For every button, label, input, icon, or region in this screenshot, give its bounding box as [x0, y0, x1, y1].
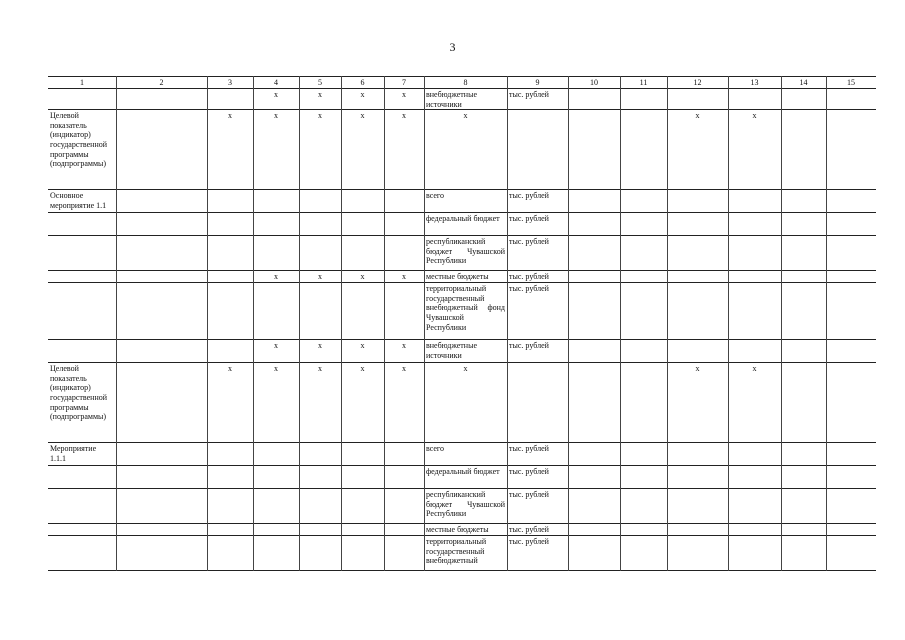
empty-cell	[826, 340, 876, 363]
row-name-cell: Мероприятие 1.1.1	[48, 443, 116, 466]
empty-cell	[568, 190, 620, 213]
source-cell: территориальный государственный внебюджетный	[424, 536, 507, 571]
mark-cell: х	[341, 363, 384, 443]
empty-cell	[116, 536, 207, 571]
mark-cell: х	[384, 340, 424, 363]
empty-cell	[826, 89, 876, 110]
mark-cell	[299, 190, 341, 213]
mark-cell	[253, 190, 299, 213]
mark-cell	[384, 489, 424, 524]
empty-cell	[116, 489, 207, 524]
mark-cell	[384, 190, 424, 213]
empty-cell	[781, 89, 826, 110]
source-cell: федеральный бюджет	[424, 213, 507, 236]
mark-cell: х	[299, 271, 341, 283]
source-cell: внебюджетные источники	[424, 340, 507, 363]
empty-cell	[826, 190, 876, 213]
row-name-cell: Целевой показатель (индикатор) государственной программы (подпрограммы)	[48, 110, 116, 190]
mark-cell	[341, 536, 384, 571]
empty-cell	[826, 466, 876, 489]
mark-cell	[253, 536, 299, 571]
mark-cell	[667, 524, 728, 536]
empty-cell	[826, 283, 876, 340]
unit-cell: тыс. рублей	[507, 536, 568, 571]
mark-cell: х	[667, 363, 728, 443]
column-header: 14	[781, 77, 826, 89]
table-row	[48, 89, 876, 110]
column-rule	[667, 76, 668, 571]
column-header: 8	[424, 77, 507, 89]
empty-cell	[568, 489, 620, 524]
empty-cell	[781, 190, 826, 213]
mark-cell	[299, 489, 341, 524]
empty-cell	[568, 524, 620, 536]
row-name-cell	[48, 271, 116, 283]
mark-cell	[207, 213, 253, 236]
unit-cell: тыс. рублей	[507, 236, 568, 271]
mark-cell: х	[207, 110, 253, 190]
source-cell: х	[424, 363, 507, 443]
empty-cell	[116, 283, 207, 340]
mark-cell	[253, 443, 299, 466]
mark-cell	[728, 536, 781, 571]
mark-cell	[207, 283, 253, 340]
mark-cell	[207, 340, 253, 363]
mark-cell	[728, 489, 781, 524]
empty-cell	[620, 89, 667, 110]
mark-cell: х	[384, 89, 424, 110]
empty-cell	[826, 443, 876, 466]
mark-cell	[384, 524, 424, 536]
mark-cell	[207, 443, 253, 466]
source-cell: местные бюджеты	[424, 271, 507, 283]
empty-cell	[781, 110, 826, 190]
unit-cell: тыс. рублей	[507, 524, 568, 536]
empty-cell	[781, 489, 826, 524]
empty-cell	[620, 236, 667, 271]
table-row	[48, 363, 876, 443]
mark-cell	[253, 524, 299, 536]
budget-table	[48, 76, 876, 571]
mark-cell: х	[384, 110, 424, 190]
source-cell: внебюджетные источники	[424, 89, 507, 110]
row-name-cell	[48, 466, 116, 489]
mark-cell	[299, 524, 341, 536]
unit-cell: тыс. рублей	[507, 489, 568, 524]
column-header: 6	[341, 77, 384, 89]
mark-cell: х	[253, 271, 299, 283]
mark-cell	[207, 466, 253, 489]
column-header: 4	[253, 77, 299, 89]
empty-cell	[116, 236, 207, 271]
mark-cell: х	[207, 363, 253, 443]
empty-cell	[568, 283, 620, 340]
mark-cell: х	[728, 363, 781, 443]
empty-cell	[826, 489, 876, 524]
column-header: 13	[728, 77, 781, 89]
empty-cell	[781, 443, 826, 466]
mark-cell	[667, 489, 728, 524]
table-row	[48, 110, 876, 190]
table-row	[48, 489, 876, 524]
unit-cell: тыс. рублей	[507, 340, 568, 363]
unit-cell: тыс. рублей	[507, 89, 568, 110]
column-header: 10	[568, 77, 620, 89]
source-cell: всего	[424, 190, 507, 213]
empty-cell	[781, 236, 826, 271]
empty-cell	[116, 110, 207, 190]
row-name-cell	[48, 524, 116, 536]
row-name-cell	[48, 213, 116, 236]
mark-cell: х	[384, 363, 424, 443]
empty-cell	[116, 363, 207, 443]
empty-cell	[781, 466, 826, 489]
mark-cell	[299, 443, 341, 466]
mark-cell	[728, 213, 781, 236]
empty-cell	[620, 283, 667, 340]
source-cell: республиканский бюджет Чувашской Республики	[424, 236, 507, 271]
mark-cell	[667, 443, 728, 466]
column-rule	[424, 76, 425, 571]
unit-cell: тыс. рублей	[507, 466, 568, 489]
empty-cell	[116, 190, 207, 213]
empty-cell	[826, 271, 876, 283]
mark-cell: х	[299, 89, 341, 110]
source-cell: федеральный бюджет	[424, 466, 507, 489]
empty-cell	[826, 363, 876, 443]
mark-cell	[667, 271, 728, 283]
table-row	[48, 443, 876, 466]
mark-cell	[299, 236, 341, 271]
column-rule	[207, 76, 208, 571]
empty-cell	[568, 363, 620, 443]
source-cell: республиканский бюджет Чувашской Республики	[424, 489, 507, 524]
mark-cell	[728, 271, 781, 283]
row-name-cell	[48, 283, 116, 340]
column-rule	[507, 76, 508, 571]
mark-cell: х	[253, 340, 299, 363]
empty-cell	[116, 443, 207, 466]
mark-cell	[667, 89, 728, 110]
empty-cell	[116, 213, 207, 236]
source-cell: х	[424, 110, 507, 190]
mark-cell	[299, 283, 341, 340]
empty-cell	[116, 466, 207, 489]
empty-cell	[568, 340, 620, 363]
column-rule	[116, 76, 117, 571]
empty-cell	[781, 524, 826, 536]
mark-cell: х	[667, 110, 728, 190]
mark-cell	[667, 466, 728, 489]
empty-cell	[116, 271, 207, 283]
column-header: 5	[299, 77, 341, 89]
empty-cell	[568, 271, 620, 283]
column-header: 2	[116, 77, 207, 89]
mark-cell	[207, 236, 253, 271]
column-rule	[728, 76, 729, 571]
mark-cell	[341, 190, 384, 213]
empty-cell	[116, 524, 207, 536]
column-rule	[384, 76, 385, 571]
mark-cell: х	[299, 340, 341, 363]
empty-cell	[781, 536, 826, 571]
column-rule	[299, 76, 300, 571]
empty-cell	[568, 236, 620, 271]
mark-cell	[667, 340, 728, 363]
mark-cell	[728, 283, 781, 340]
empty-cell	[826, 110, 876, 190]
empty-cell	[826, 524, 876, 536]
mark-cell: х	[253, 363, 299, 443]
mark-cell	[341, 443, 384, 466]
mark-cell	[299, 213, 341, 236]
empty-cell	[620, 340, 667, 363]
empty-cell	[826, 536, 876, 571]
table-row	[48, 536, 876, 571]
source-cell: всего	[424, 443, 507, 466]
mark-cell	[384, 283, 424, 340]
unit-cell: тыс. рублей	[507, 443, 568, 466]
empty-cell	[620, 489, 667, 524]
mark-cell	[384, 536, 424, 571]
mark-cell	[207, 524, 253, 536]
mark-cell: х	[728, 110, 781, 190]
empty-cell	[781, 363, 826, 443]
mark-cell	[728, 89, 781, 110]
empty-cell	[568, 89, 620, 110]
row-name-cell	[48, 489, 116, 524]
mark-cell	[207, 89, 253, 110]
empty-cell	[620, 213, 667, 236]
empty-cell	[620, 190, 667, 213]
column-header: 9	[507, 77, 568, 89]
unit-cell	[507, 110, 568, 190]
mark-cell	[341, 213, 384, 236]
mark-cell: х	[253, 89, 299, 110]
unit-cell: тыс. рублей	[507, 213, 568, 236]
table-row	[48, 283, 876, 340]
row-name-cell	[48, 89, 116, 110]
empty-cell	[116, 89, 207, 110]
empty-cell	[116, 340, 207, 363]
mark-cell	[341, 524, 384, 536]
empty-cell	[568, 443, 620, 466]
empty-cell	[781, 213, 826, 236]
mark-cell	[667, 283, 728, 340]
header-row	[48, 77, 876, 89]
unit-cell: тыс. рублей	[507, 190, 568, 213]
mark-cell	[384, 236, 424, 271]
table-row	[48, 271, 876, 283]
mark-cell	[384, 466, 424, 489]
mark-cell	[384, 443, 424, 466]
table-row	[48, 524, 876, 536]
mark-cell	[728, 236, 781, 271]
unit-cell: тыс. рублей	[507, 271, 568, 283]
empty-cell	[826, 213, 876, 236]
mark-cell	[667, 190, 728, 213]
mark-cell: х	[341, 89, 384, 110]
empty-cell	[620, 524, 667, 536]
empty-cell	[781, 340, 826, 363]
column-rule	[781, 76, 782, 571]
empty-cell	[620, 110, 667, 190]
column-rule	[341, 76, 342, 571]
mark-cell	[299, 466, 341, 489]
unit-cell: тыс. рублей	[507, 283, 568, 340]
unit-cell	[507, 363, 568, 443]
empty-cell	[781, 283, 826, 340]
column-header: 11	[620, 77, 667, 89]
mark-cell: х	[299, 363, 341, 443]
mark-cell	[207, 271, 253, 283]
source-cell: местные бюджеты	[424, 524, 507, 536]
row-name-cell: Целевой показатель (индикатор) государственной программы (подпрограммы)	[48, 363, 116, 443]
empty-cell	[620, 271, 667, 283]
table-row	[48, 236, 876, 271]
mark-cell	[728, 190, 781, 213]
mark-cell	[728, 340, 781, 363]
column-rule	[568, 76, 569, 571]
mark-cell	[667, 213, 728, 236]
mark-cell	[728, 443, 781, 466]
mark-cell	[341, 489, 384, 524]
mark-cell: х	[341, 340, 384, 363]
table-row	[48, 190, 876, 213]
column-rule	[253, 76, 254, 571]
mark-cell	[207, 190, 253, 213]
row-name-cell	[48, 236, 116, 271]
empty-cell	[568, 110, 620, 190]
mark-cell: х	[299, 110, 341, 190]
page-number: 3	[449, 40, 456, 54]
mark-cell	[299, 536, 341, 571]
mark-cell	[728, 466, 781, 489]
mark-cell	[253, 466, 299, 489]
column-header: 12	[667, 77, 728, 89]
empty-cell	[620, 536, 667, 571]
mark-cell	[207, 489, 253, 524]
column-header: 7	[384, 77, 424, 89]
column-rule	[826, 76, 827, 571]
empty-cell	[826, 236, 876, 271]
column-header: 1	[48, 77, 116, 89]
mark-cell: х	[253, 110, 299, 190]
row-name-cell	[48, 340, 116, 363]
mark-cell	[253, 236, 299, 271]
empty-cell	[781, 271, 826, 283]
empty-cell	[568, 466, 620, 489]
mark-cell	[667, 236, 728, 271]
mark-cell	[384, 213, 424, 236]
mark-cell	[253, 283, 299, 340]
mark-cell	[341, 466, 384, 489]
empty-cell	[568, 536, 620, 571]
mark-cell	[207, 536, 253, 571]
empty-cell	[568, 213, 620, 236]
empty-cell	[620, 443, 667, 466]
table-row	[48, 213, 876, 236]
source-cell: территориальный государственный внебюджетный фонд Чувашской Республики	[424, 283, 507, 340]
mark-cell: х	[341, 271, 384, 283]
mark-cell	[253, 489, 299, 524]
column-header: 3	[207, 77, 253, 89]
column-header: 15	[826, 77, 876, 89]
mark-cell	[728, 524, 781, 536]
mark-cell	[667, 536, 728, 571]
row-name-cell: Основное мероприятие 1.1	[48, 190, 116, 213]
mark-cell	[341, 283, 384, 340]
row-name-cell	[48, 536, 116, 571]
empty-cell	[620, 363, 667, 443]
mark-cell	[341, 236, 384, 271]
table-row	[48, 340, 876, 363]
table-row	[48, 466, 876, 489]
empty-cell	[620, 466, 667, 489]
mark-cell	[253, 213, 299, 236]
mark-cell: х	[384, 271, 424, 283]
mark-cell: х	[341, 110, 384, 190]
column-rule	[620, 76, 621, 571]
